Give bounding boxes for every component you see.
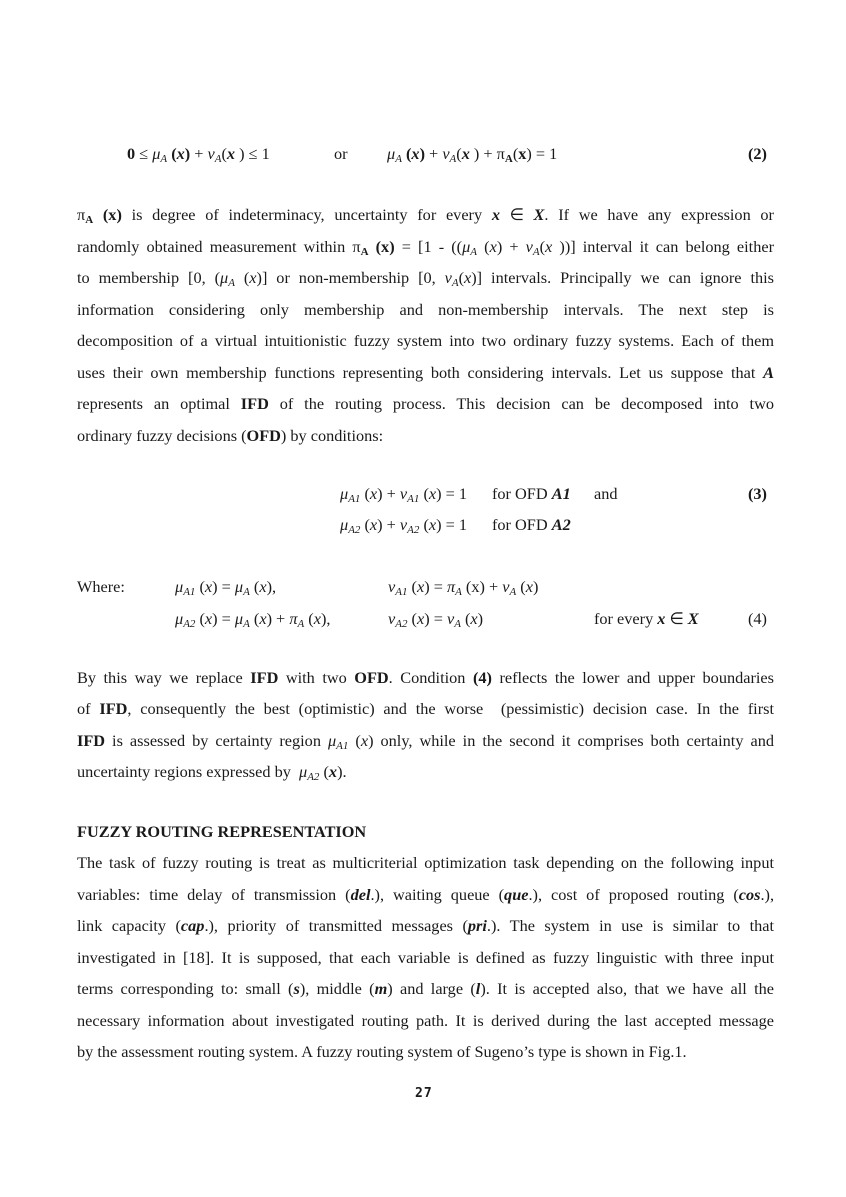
text-line: by the assessment routing system. A fuzzy routing system of Sugeno’s type is shown in Fig.1. (77, 1042, 687, 1061)
text-line: to membership [0, ($\mu_A$ (x)] or non-membership [0, $\nu_A(x)$] intervals. Principally we can ignore this (77, 268, 774, 289)
text-line: link capacity (cap.), priority of transmitted messages (pri.). The system in use is similar to that (77, 916, 774, 935)
equation-3-connector: and (594, 484, 618, 503)
equation-3-line-1: $\mu_{A1}$ $(x) + \nu_{A1}$ (x) = 1 (340, 484, 467, 505)
equation-3-note-1: for OFD A1 (492, 484, 571, 503)
text-line: $\pi_A$ (x) is degree of indeterminacy, uncertainty for every x ∈ X. If we have any expression or (77, 205, 774, 226)
equation-4-condition: for every x ∈ X (594, 609, 699, 628)
equation-2-number: (2) (748, 144, 767, 163)
equation-4-row-1-right: $\nu_{A1}$ $(x) = \pi_A$ $(x) + \nu_A$ (x) (388, 577, 539, 598)
equation-4-number: (4) (748, 609, 767, 628)
equation-2-connector: or (334, 144, 348, 163)
text-line: information considering only membership and non-membership intervals. The next step is (77, 300, 774, 319)
text-line: decomposition of a virtual intuitionistic fuzzy system into two ordinary fuzzy systems. Each of them (77, 331, 774, 350)
equation-4-row-1-left: $\mu_{A1}$ $(x) = \mu_A$ (x), (175, 577, 277, 598)
equation-2-left: $0 \le \mu_A$ $(x) + \nu_A(x$ ) ≤ 1 (127, 144, 270, 165)
equation-2-right: $\mu_A$ $(x) + \nu_A(x$ ) + $\pi_A(x) = 1$ (387, 144, 558, 165)
text-line: IFD is assessed by certainty region $\mu_{A1}$ (x) only, while in the second it comprises both certainty and (77, 731, 774, 752)
text-line: investigated in [18]. It is supposed, that each variable is defined as fuzzy linguistic with three input (77, 948, 774, 967)
text-line: ordinary fuzzy decisions (OFD) by conditions: (77, 426, 384, 445)
text-line: randomly obtained measurement within $\pi_A$ $(x) = [1 - ((\mu_A$ $(x) + \nu_A(x$ ))] interval it can belong either (77, 237, 774, 258)
text-line: variables: time delay of transmission (del.), waiting queue (que.), cost of proposed routing (cos.), (77, 885, 775, 904)
text-line: of IFD, consequently the best (optimistic) and the worse (pessimistic) decision case. In the first (77, 699, 774, 718)
section-heading: FUZZY ROUTING REPRESENTATION (77, 822, 367, 841)
equation-4-label: Where: (77, 577, 125, 596)
page-number: 27 (415, 1086, 433, 1101)
text-line: terms corresponding to: small (s), middle (m) and large (l). It is accepted also, that we have all the (77, 979, 774, 998)
equation-3-note-2: for OFD A2 (492, 515, 571, 534)
text-line: By this way we replace IFD with two OFD. Condition (4) reflects the lower and upper boundaries (77, 668, 774, 687)
equation-4-row-2-left: $\mu_{A2}$ $(x) = \mu_A$ $(x) + \pi_A$ (x), (175, 609, 331, 630)
equation-3-number: (3) (748, 484, 767, 503)
text-line: represents an optimal IFD of the routing process. This decision can be decomposed into two (77, 394, 774, 413)
text-line: uses their own membership functions representing both considering intervals. Let us suppose that A (77, 363, 774, 382)
text-line: necessary information about investigated routing path. It is derived during the last accepted message (77, 1011, 774, 1030)
equation-3-line-2: $\mu_{A2}$ $(x) + \nu_{A2}$ (x) = 1 (340, 515, 467, 536)
text-line: The task of fuzzy routing is treat as multicriterial optimization task depending on the following input (77, 853, 774, 872)
text-line: uncertainty regions expressed by $\mu_{A2}$ (x). (77, 762, 347, 783)
equation-4-row-2-right: $\nu_{A2}$ $(x) = \nu_A$ (x) (388, 609, 484, 630)
